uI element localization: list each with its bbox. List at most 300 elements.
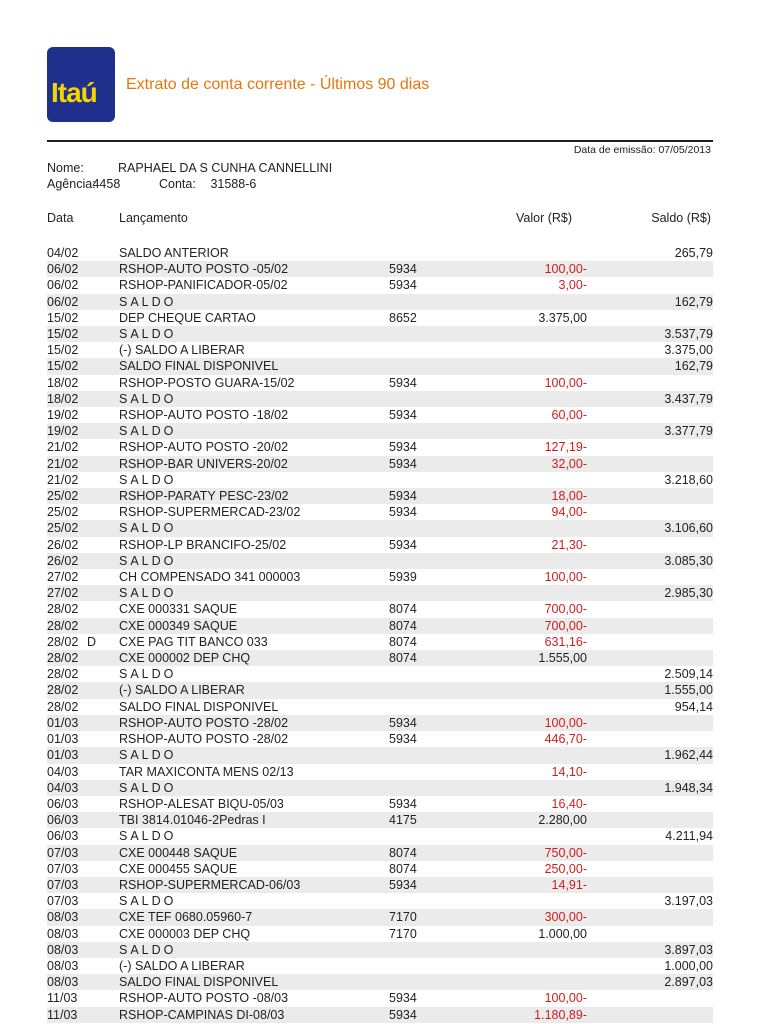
table-row xyxy=(47,909,713,925)
row-date: 26/02 xyxy=(47,537,79,552)
row-flag xyxy=(87,326,119,342)
emission-date: Data de emissão: 07/05/2013 xyxy=(573,144,711,156)
row-code: 8652 xyxy=(389,310,417,325)
row-flag xyxy=(87,520,119,536)
row-flag xyxy=(87,504,119,520)
agency-number: 4458 xyxy=(92,177,121,191)
table-row xyxy=(47,1007,713,1023)
row-description: TBI 3814.01046-2Pedras I xyxy=(119,812,389,828)
row-flag xyxy=(87,682,119,698)
table-row xyxy=(47,472,713,488)
table-row xyxy=(47,569,713,585)
row-description: CXE 000331 SAQUE xyxy=(119,602,238,617)
table-row xyxy=(47,504,713,520)
row-flag xyxy=(87,601,119,617)
table-row xyxy=(47,715,713,731)
row-date: 08/03 xyxy=(47,909,87,925)
row-code xyxy=(389,942,469,958)
row-code: 5934 xyxy=(389,505,417,520)
row-value: 3.375,00 xyxy=(538,310,587,325)
table-row xyxy=(47,780,713,796)
row-flag xyxy=(87,780,119,796)
row-value: 100,00- xyxy=(544,570,587,585)
row-description: SALDO xyxy=(119,747,389,763)
row-value: 1.555,00 xyxy=(469,650,587,666)
row-code: 5934 xyxy=(389,877,469,893)
row-code xyxy=(389,958,469,974)
row-description: SALDO xyxy=(119,520,389,536)
row-balance xyxy=(587,731,713,747)
row-date: 04/03 xyxy=(47,764,79,779)
row-code: 5934 xyxy=(389,715,469,731)
row-description: SALDO xyxy=(119,391,389,407)
table-row xyxy=(47,666,713,682)
row-description: SALDO FINAL DISPONIVEL xyxy=(119,358,389,374)
row-flag xyxy=(87,488,119,504)
row-balance: 3.197,03 xyxy=(664,894,713,909)
row-description: SALDO xyxy=(119,472,177,487)
row-balance: 1.948,34 xyxy=(587,780,713,796)
row-date: 18/02 xyxy=(47,375,79,390)
row-value: 446,70- xyxy=(544,732,587,747)
row-code: 8074 xyxy=(389,861,417,876)
row-flag xyxy=(87,358,119,374)
row-date: 01/03 xyxy=(47,747,87,763)
itau-logo xyxy=(47,47,115,122)
table-row xyxy=(47,456,713,472)
row-value xyxy=(469,682,587,698)
row-description: SALDO xyxy=(119,326,389,342)
row-balance: 162,79 xyxy=(587,358,713,374)
row-balance xyxy=(587,650,713,666)
row-flag xyxy=(87,812,119,828)
row-date: 06/02 xyxy=(47,261,87,277)
row-value: 3,00- xyxy=(558,278,587,293)
row-description: (-) SALDO A LIBERAR xyxy=(119,343,245,358)
row-balance xyxy=(587,1007,713,1023)
row-value xyxy=(469,391,587,407)
table-row xyxy=(47,893,713,909)
table-row xyxy=(47,277,713,293)
row-balance: 2.985,30 xyxy=(587,585,713,601)
row-balance: 265,79 xyxy=(674,246,713,260)
row-description: (-) SALDO A LIBERAR xyxy=(119,682,389,698)
row-code: 5939 xyxy=(389,570,417,585)
row-flag xyxy=(87,391,119,407)
row-description: CXE 000455 SAQUE xyxy=(119,861,238,876)
row-code: 5934 xyxy=(389,278,417,293)
table-row xyxy=(47,958,713,974)
row-balance: 3.085,30 xyxy=(587,553,713,569)
row-value: 94,00- xyxy=(551,505,587,520)
table-row xyxy=(47,699,713,715)
row-balance: 1.962,44 xyxy=(587,747,713,763)
row-description: RSHOP-SUPERMERCAD-23/02 xyxy=(119,505,301,520)
row-flag xyxy=(87,569,119,585)
row-balance xyxy=(587,261,713,277)
row-balance xyxy=(587,569,713,585)
row-description: RSHOP-AUTO POSTO -28/02 xyxy=(119,715,389,731)
row-flag xyxy=(87,764,119,780)
row-value xyxy=(469,553,587,569)
row-date: 07/03 xyxy=(47,861,79,876)
row-balance xyxy=(587,764,713,780)
column-header-value: Valor (R$) xyxy=(516,211,573,225)
row-date: 06/02 xyxy=(47,294,87,310)
row-code xyxy=(389,423,469,439)
row-flag xyxy=(87,990,119,1006)
row-date: 08/03 xyxy=(47,974,87,990)
row-date: 21/02 xyxy=(47,440,79,455)
row-balance xyxy=(587,715,713,731)
row-value: 700,00- xyxy=(544,602,587,617)
row-value: 750,00- xyxy=(469,845,587,861)
table-row xyxy=(47,391,713,407)
row-flag xyxy=(87,456,119,472)
row-value xyxy=(469,520,587,536)
table-row xyxy=(47,423,713,439)
row-flag xyxy=(87,277,119,293)
row-value: 60,00- xyxy=(551,408,587,423)
row-description: TAR MAXICONTA MENS 02/13 xyxy=(119,764,294,779)
row-flag xyxy=(87,375,119,391)
row-balance xyxy=(587,601,713,617)
row-balance: 4.211,94 xyxy=(665,829,713,844)
table-row xyxy=(47,926,713,942)
row-value: 700,00- xyxy=(469,618,587,634)
row-description: CXE 000003 DEP CHQ xyxy=(119,926,251,941)
row-description: RSHOP-LP BRANCIFO-25/02 xyxy=(119,537,287,552)
row-date: 06/03 xyxy=(47,796,79,811)
row-description: RSHOP-CAMPINAS DI-08/03 xyxy=(119,1007,389,1023)
row-balance xyxy=(587,990,713,1006)
table-row xyxy=(47,310,713,326)
row-code: 7170 xyxy=(389,926,417,941)
row-description: SALDO xyxy=(119,667,177,682)
row-value: 250,00- xyxy=(544,861,587,876)
table-row xyxy=(47,877,713,893)
row-value: 127,19- xyxy=(544,440,587,455)
row-flag xyxy=(87,407,119,423)
column-header-balance: Saldo (R$) xyxy=(651,211,711,225)
row-balance xyxy=(587,861,713,877)
row-value: 2.280,00 xyxy=(469,812,587,828)
row-date: 07/03 xyxy=(47,845,87,861)
table-row xyxy=(47,618,713,634)
row-code xyxy=(389,666,469,682)
row-description: RSHOP-AUTO POSTO -05/02 xyxy=(119,261,389,277)
table-row xyxy=(47,942,713,958)
row-value xyxy=(469,472,587,488)
row-flag xyxy=(87,618,119,634)
row-flag xyxy=(87,715,119,731)
row-balance: 3.218,60 xyxy=(664,472,713,487)
row-balance xyxy=(587,277,713,293)
name-line xyxy=(47,161,332,175)
row-code xyxy=(389,294,469,310)
row-value xyxy=(469,326,587,342)
row-date: 21/02 xyxy=(47,456,87,472)
agency-label: Agência: xyxy=(47,177,96,191)
row-flag xyxy=(87,666,119,682)
table-row xyxy=(47,634,713,650)
row-value: 100,00- xyxy=(544,375,587,390)
row-code xyxy=(389,472,469,488)
row-value xyxy=(469,666,587,682)
row-description: SALDO xyxy=(119,294,389,310)
table-row xyxy=(47,974,713,990)
row-balance xyxy=(587,877,713,893)
row-code xyxy=(389,520,469,536)
logo-text: Itaú xyxy=(51,77,97,108)
row-flag xyxy=(87,261,119,277)
row-balance xyxy=(587,812,713,828)
row-flag xyxy=(87,861,119,877)
row-date: 28/02 xyxy=(47,667,79,682)
row-balance xyxy=(587,909,713,925)
row-value xyxy=(469,358,587,374)
table-row xyxy=(47,731,713,747)
row-description: CXE TEF 0680.05960-7 xyxy=(119,909,389,925)
table-row xyxy=(47,990,713,1006)
row-code: 8074 xyxy=(389,845,469,861)
row-date: 15/02 xyxy=(47,343,79,358)
row-value xyxy=(469,699,587,715)
row-description: RSHOP-BAR UNIVERS-20/02 xyxy=(119,456,389,472)
row-code: 8074 xyxy=(389,650,469,666)
row-description: SALDO xyxy=(119,585,389,601)
row-code xyxy=(389,893,469,909)
table-row xyxy=(47,537,713,553)
row-code: 5934 xyxy=(389,1007,469,1023)
row-code xyxy=(389,585,469,601)
row-value xyxy=(469,974,587,990)
row-flag xyxy=(87,699,119,715)
row-code: 5934 xyxy=(389,991,417,1006)
row-date: 06/03 xyxy=(47,812,87,828)
row-flag xyxy=(87,942,119,958)
table-row xyxy=(47,845,713,861)
row-date: 01/03 xyxy=(47,732,79,747)
row-description: SALDO xyxy=(119,423,389,439)
row-date: 15/02 xyxy=(47,310,79,325)
table-row xyxy=(47,342,713,358)
row-value: 18,00- xyxy=(469,488,587,504)
table-row xyxy=(47,261,713,277)
row-balance xyxy=(587,845,713,861)
row-balance xyxy=(587,796,713,812)
row-value xyxy=(469,245,587,261)
row-flag xyxy=(87,585,119,601)
row-description: RSHOP-SUPERMERCAD-06/03 xyxy=(119,877,389,893)
row-code: 5934 xyxy=(389,261,469,277)
row-description: SALDO xyxy=(119,942,389,958)
row-date: 18/02 xyxy=(47,391,87,407)
row-date: 25/02 xyxy=(47,520,87,536)
row-date: 06/03 xyxy=(47,829,79,844)
row-flag xyxy=(87,537,119,553)
row-value xyxy=(469,747,587,763)
row-value xyxy=(469,780,587,796)
row-date: 28/02 xyxy=(47,618,87,634)
row-flag xyxy=(87,245,119,261)
table-row xyxy=(47,747,713,763)
statement-table xyxy=(47,245,713,1023)
row-value: 1.000,00 xyxy=(538,926,587,941)
table-row xyxy=(47,650,713,666)
row-date: 25/02 xyxy=(47,488,87,504)
row-description: SALDO ANTERIOR xyxy=(119,246,229,260)
row-description: CXE 000448 SAQUE xyxy=(119,845,389,861)
table-row xyxy=(47,407,713,423)
row-code: 5934 xyxy=(389,732,417,747)
row-description: SALDO FINAL DISPONIVEL xyxy=(119,974,389,990)
row-date: 08/03 xyxy=(47,942,87,958)
row-balance: 3.375,00 xyxy=(664,343,713,358)
row-date: 28/02 xyxy=(47,650,87,666)
row-description: SALDO xyxy=(119,553,389,569)
row-balance xyxy=(587,439,713,455)
row-value: 32,00- xyxy=(469,456,587,472)
row-code xyxy=(389,245,469,261)
row-balance xyxy=(587,456,713,472)
row-code xyxy=(389,747,469,763)
row-code: 5934 xyxy=(389,796,417,811)
page-title: Extrato de conta corrente - Últimos 90 dias xyxy=(126,76,430,93)
row-code xyxy=(389,974,469,990)
row-value xyxy=(469,585,587,601)
row-description: RSHOP-ALESAT BIQU-05/03 xyxy=(119,796,284,811)
row-flag: D xyxy=(87,634,97,649)
row-date: 28/02 xyxy=(47,602,79,617)
row-value xyxy=(469,342,587,358)
row-code: 8074 xyxy=(389,634,417,649)
row-value xyxy=(469,828,587,844)
table-row xyxy=(47,326,713,342)
row-description: RSHOP-AUTO POSTO -08/03 xyxy=(119,991,289,1006)
row-date: 08/03 xyxy=(47,926,79,941)
row-balance: 1.000,00 xyxy=(664,958,713,973)
row-balance xyxy=(587,407,713,423)
row-flag xyxy=(87,439,119,455)
row-balance xyxy=(587,634,713,650)
row-balance: 1.555,00 xyxy=(587,682,713,698)
row-balance xyxy=(587,488,713,504)
row-balance xyxy=(587,926,713,942)
row-date: 11/03 xyxy=(47,991,78,1006)
row-code xyxy=(389,682,469,698)
row-flag xyxy=(87,310,119,326)
customer-name: RAPHAEL DA S CUNHA CANNELLINI xyxy=(118,161,333,175)
table-row xyxy=(47,585,713,601)
row-flag xyxy=(87,650,119,666)
row-date: 04/02 xyxy=(47,246,79,260)
column-header-entry: Lançamento xyxy=(119,211,188,225)
row-date: 19/02 xyxy=(47,408,79,423)
row-description: SALDO FINAL DISPONIVEL xyxy=(119,699,279,714)
table-row xyxy=(47,488,713,504)
row-flag xyxy=(87,877,119,893)
row-value xyxy=(469,942,587,958)
table-row xyxy=(47,796,713,812)
row-date: 28/02 xyxy=(47,634,79,649)
row-balance: 3.537,79 xyxy=(587,326,713,342)
row-date: 11/03 xyxy=(47,1007,87,1023)
row-code: 8074 xyxy=(389,618,469,634)
row-flag xyxy=(87,926,119,942)
row-description: SALDO xyxy=(119,780,389,796)
row-description: RSHOP-AUTO POSTO -28/02 xyxy=(119,732,289,747)
account-number: 31588-6 xyxy=(210,177,257,191)
row-code: 5934 xyxy=(389,537,417,552)
row-balance: 3.897,03 xyxy=(587,942,713,958)
row-flag xyxy=(87,796,119,812)
row-value: 631,16- xyxy=(544,634,587,649)
row-date: 28/02 xyxy=(47,699,79,714)
row-flag xyxy=(87,909,119,925)
table-row xyxy=(47,358,713,374)
row-code: 5934 xyxy=(389,440,417,455)
row-value: 21,30- xyxy=(551,537,587,552)
row-value: 100,00- xyxy=(469,261,587,277)
row-code xyxy=(389,780,469,796)
row-balance: 2.509,14 xyxy=(664,667,713,682)
account-label: Conta: xyxy=(158,177,196,191)
row-value xyxy=(469,893,587,909)
row-balance xyxy=(587,537,713,553)
row-description: SALDO xyxy=(119,829,177,844)
row-date: 25/02 xyxy=(47,505,79,520)
row-description: SALDO xyxy=(119,894,177,909)
row-code xyxy=(389,828,469,844)
row-date: 07/03 xyxy=(47,894,79,909)
row-code xyxy=(389,699,469,715)
row-date: 07/03 xyxy=(47,877,87,893)
row-description: CXE 000002 DEP CHQ xyxy=(119,650,389,666)
row-code: 5934 xyxy=(389,488,469,504)
header-divider xyxy=(47,140,713,142)
row-value: 14,91- xyxy=(469,877,587,893)
row-description: CH COMPENSADO 341 000003 xyxy=(119,570,301,585)
table-row xyxy=(47,553,713,569)
table-row xyxy=(47,375,713,391)
row-description: RSHOP-AUTO POSTO -18/02 xyxy=(119,408,289,423)
row-description: RSHOP-PARATY PESC-23/02 xyxy=(119,488,389,504)
row-flag xyxy=(87,958,119,974)
table-row xyxy=(47,245,713,261)
row-balance: 3.437,79 xyxy=(587,391,713,407)
row-description: CXE 000349 SAQUE xyxy=(119,618,389,634)
row-code xyxy=(389,358,469,374)
table-row xyxy=(47,520,713,536)
row-balance: 2.897,03 xyxy=(587,974,713,990)
table-row xyxy=(47,764,713,780)
row-description: DEP CHEQUE CARTAO xyxy=(119,310,256,325)
table-row xyxy=(47,682,713,698)
row-code: 8074 xyxy=(389,602,417,617)
row-date: 27/02 xyxy=(47,570,79,585)
table-row xyxy=(47,601,713,617)
row-description: RSHOP-PANIFICADOR-05/02 xyxy=(119,278,288,293)
row-balance: 3.106,60 xyxy=(587,520,713,536)
row-code xyxy=(389,342,469,358)
row-code xyxy=(389,326,469,342)
row-flag xyxy=(87,974,119,990)
column-header-date: Data xyxy=(47,211,74,225)
row-flag xyxy=(87,731,119,747)
row-code: 4175 xyxy=(389,812,469,828)
row-flag xyxy=(87,472,119,488)
